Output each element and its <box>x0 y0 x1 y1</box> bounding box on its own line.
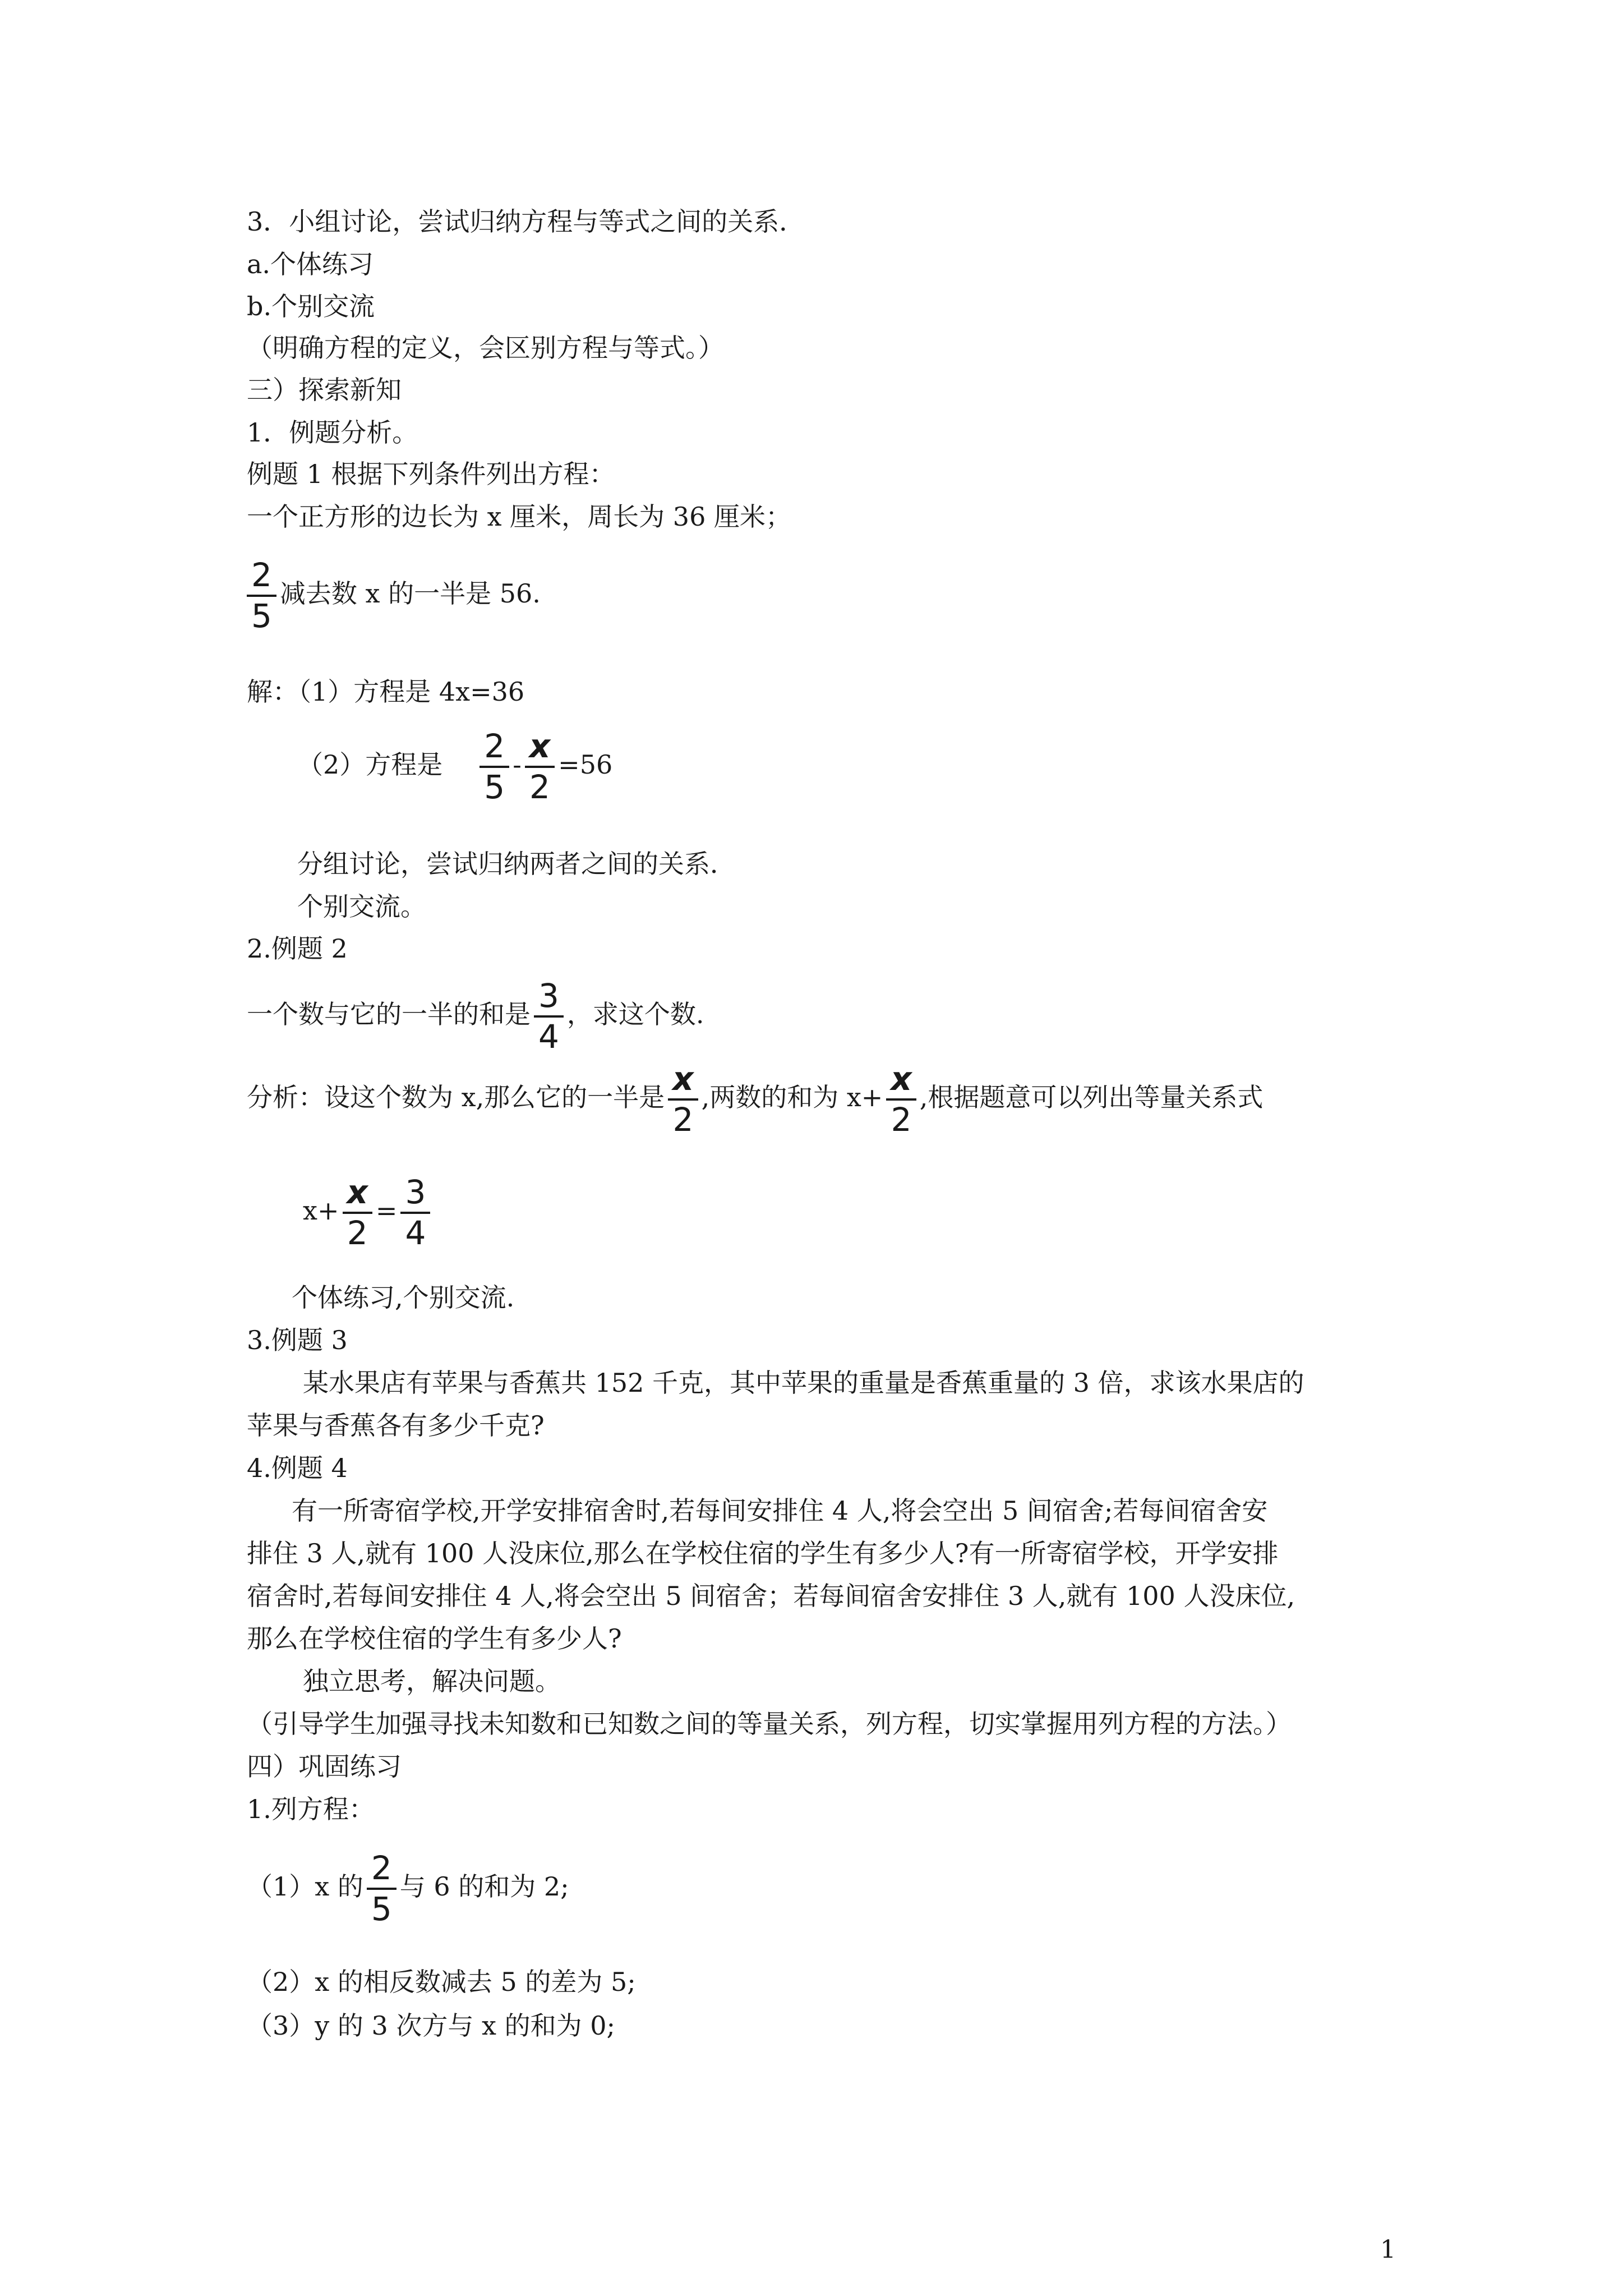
denominator: 5 <box>371 1889 392 1928</box>
text-line: 苹果与香蕉各有多少千克? <box>247 1410 545 1441</box>
fraction <box>479 729 509 804</box>
text-line: 4.例题 4 <box>247 1453 348 1483</box>
text-line: b.个别交流 <box>247 291 375 321</box>
math-line <box>247 558 541 633</box>
text-segment: =56 <box>558 749 613 780</box>
numerator: 3 <box>538 977 559 1015</box>
text-segment: ,根据题意可以列出等量关系式 <box>919 1082 1264 1112</box>
fraction <box>525 729 555 804</box>
math-line <box>247 1062 1263 1137</box>
text-line: 个别交流。 <box>297 891 426 922</box>
fraction <box>534 979 564 1054</box>
text-segment: x+ <box>303 1195 339 1226</box>
numerator: 3 <box>405 1173 426 1211</box>
fraction <box>400 1175 430 1250</box>
text-segment: ，求这个数. <box>566 999 704 1029</box>
text-line: 分组讨论，尝试归纳两者之间的关系． <box>297 849 736 879</box>
text-segment: （1）x 的 <box>247 1871 363 1902</box>
equals-sign: = <box>375 1195 398 1226</box>
text-line: 3.例题 3 <box>247 1325 348 1355</box>
denominator: 2 <box>672 1100 694 1139</box>
text-line: 某水果店有苹果与香蕉共 152 千克，其中苹果的重量是香蕉重量的 3 倍，求该水果店的 <box>303 1368 1304 1398</box>
text-segment: （2）方程是 <box>297 749 443 780</box>
text-segment: 一个数与它的一半的和是 <box>247 999 531 1029</box>
fraction <box>247 558 276 633</box>
text-line: a.个体练习 <box>247 249 374 279</box>
text-line: （引导学生加强寻找未知数和已知数之间的等量关系，列方程，切实掌握用列方程的方法。） <box>247 1709 1292 1739</box>
fraction <box>367 1851 396 1926</box>
section-heading: 三）探索新知 <box>247 375 402 405</box>
numerator: x <box>891 1060 912 1098</box>
text-line: 1．例题分析。 <box>247 417 418 448</box>
text-line: 独立思考，解决问题。 <box>303 1666 561 1696</box>
fraction <box>886 1062 916 1137</box>
page-number: 1 <box>1380 2235 1396 2264</box>
fraction <box>668 1062 698 1137</box>
text-segment: 减去数 x 的一半是 56. <box>279 578 541 609</box>
denominator: 5 <box>484 767 505 806</box>
text-segment: ,两数的和为 x+ <box>701 1082 883 1112</box>
denominator: 4 <box>405 1213 426 1252</box>
denominator: 2 <box>347 1213 368 1252</box>
text-line: 个体练习,个别交流. <box>292 1282 515 1313</box>
denominator: 2 <box>529 767 550 806</box>
text-line: 3．小组讨论，尝试归纳方程与等式之间的关系． <box>247 206 805 237</box>
text-line: （3）y 的 3 次方与 x 的和为 0; <box>247 2010 615 2041</box>
text-line: 1.列方程： <box>247 1794 375 1824</box>
math-line <box>297 729 612 804</box>
denominator: 4 <box>538 1017 559 1056</box>
section-heading: 四）巩固练习 <box>247 1751 402 1782</box>
text-line: 那么在学校住宿的学生有多少人? <box>247 1623 622 1654</box>
text-line: 一个正方形的边长为 x 厘米，周长为 36 厘米； <box>247 501 791 532</box>
numerator: x <box>529 727 551 765</box>
denominator: 2 <box>891 1100 912 1139</box>
math-line <box>303 1175 434 1250</box>
math-line <box>247 979 704 1054</box>
denominator: 5 <box>251 596 272 635</box>
numerator: x <box>672 1060 694 1098</box>
numerator: 2 <box>371 1849 392 1887</box>
text-line: 宿舍时,若每间安排住 4 人,将会空出 5 间宿舍；若每间宿舍安排住 3 人,就有 100 人没床位, <box>247 1581 1295 1611</box>
text-line: 有一所寄宿学校,开学安排宿舍时,若每间安排住 4 人,将会空出 5 间宿舍;若每间宿舍安 <box>292 1496 1268 1526</box>
text-line: 排住 3 人,就有 100 人没床位,那么在学校住宿的学生有多少人?有一所寄宿学校，开学安排 <box>247 1538 1279 1568</box>
text-line: （明确方程的定义，会区别方程与等式。） <box>247 333 724 363</box>
text-line: 例题 1 根据下列条件列出方程： <box>247 459 615 489</box>
text-line: （2）x 的相反数减去 5 的差为 5; <box>247 1967 636 1997</box>
text-segment: 分析：设这个数为 x,那么它的一半是 <box>247 1082 665 1112</box>
text-segment: 与 6 的和为 2; <box>399 1871 569 1902</box>
text-line: 解：（1）方程是 4x=36 <box>247 677 525 707</box>
fraction <box>343 1175 372 1250</box>
numerator: 2 <box>484 727 505 765</box>
numerator: x <box>347 1173 368 1211</box>
minus-sign: - <box>513 749 522 780</box>
numerator: 2 <box>251 556 272 594</box>
math-line <box>247 1851 569 1926</box>
text-line: 2.例题 2 <box>247 933 348 964</box>
